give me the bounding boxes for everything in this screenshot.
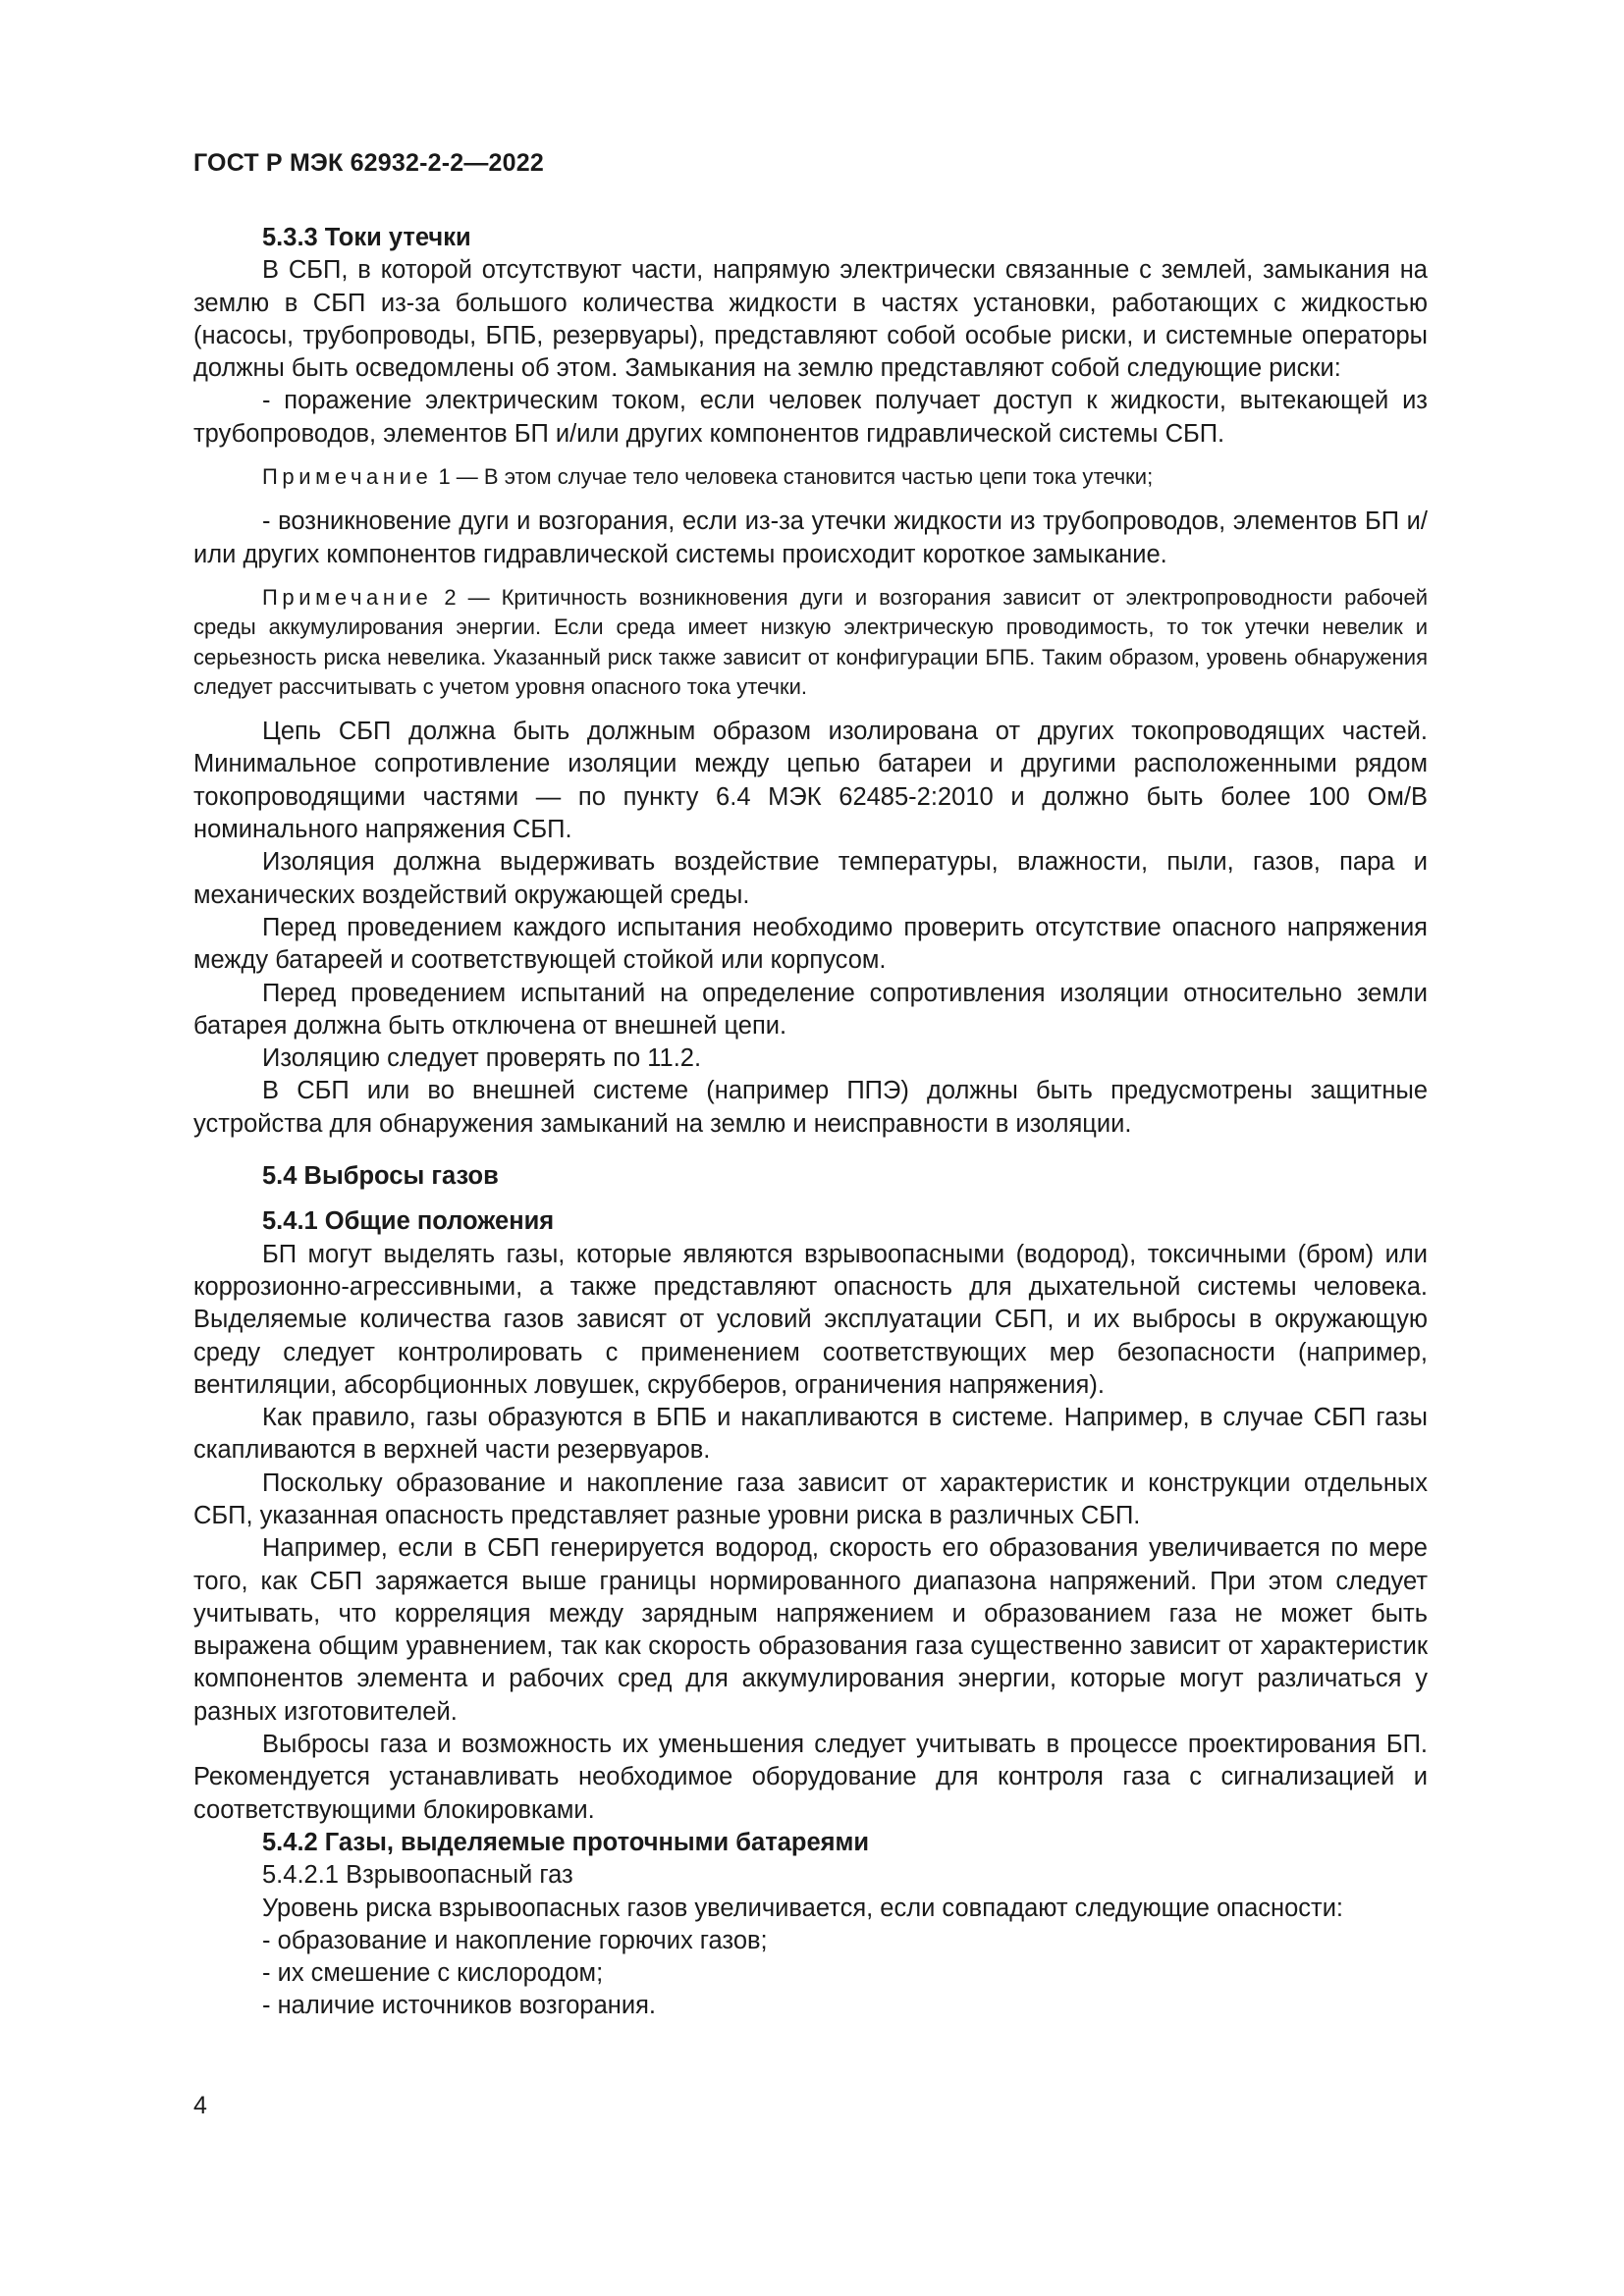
paragraph: Перед проведением испытаний на определение сопротивления изоляции относительно земли батарея должна быть отключена от внешней цепи.: [193, 979, 1428, 1040]
paragraph: Изоляция должна выдерживать воздействие температуры, влажности, пыли, газов, пара и механических воздействий окружающей среды.: [193, 848, 1428, 909]
paragraph: Поскольку образование и накопление газа зависит от характеристик и конструкции отдельных СБП, указанная опасность представляет разные уровни риска в различных СБП.: [193, 1468, 1428, 1529]
list-item: - их смешение с кислородом;: [262, 1959, 604, 1988]
paragraph: БП могут выделять газы, которые являются взрывоопасными (водород), токсичными (бром) или коррозионно-агрессивными, а также представляют опасность для дыхательной системы человека. Выделяемые количества газов зависят от условий эксплуатации СБП, и их выбросы в окружающую среду следует контролировать с применением соответствующих мер безопасности (например, вентиляции, абсорбционных ловушек, скрубберов, ограничения напряжения).: [193, 1240, 1428, 1399]
list-item: - наличие источников возгорания.: [262, 1992, 656, 2020]
page-number: 4: [193, 2092, 207, 2119]
paragraph: Как правило, газы образуются в БПБ и накапливаются в системе. Например, в случае СБП газы скапливаются в верхней части резервуаров.: [193, 1404, 1428, 1465]
list-item: - образование и накопление горючих газов;: [262, 1926, 768, 1954]
note-label: Примечание: [262, 464, 433, 490]
section-heading-5-4-2: 5.4.2 Газы, выделяемые проточными батареями: [262, 1828, 870, 1856]
paragraph: Перед проведением каждого испытания необходимо проверить отсутствие опасного напряжения между батареей и соответствующей стойкой или корпусом.: [193, 913, 1428, 975]
section-heading-5-4-1: 5.4.1 Общие положения: [262, 1207, 555, 1236]
paragraph: Например, если в СБП генерируется водород, скорость его образования увеличивается по мере того, как СБП заряжается выше границы нормированного диапазона напряжений. При этом следует учитывать, что корреляция между зарядным напряжением и образованием газа не может быть выражена общим уравнением, так как скорость образования газа существенно зависит от характеристик компонентов элемента и рабочих сред для аккумулирования энергии, которые могут различаться у разных изготовителей.: [193, 1534, 1428, 1726]
note-label: Примечание: [262, 584, 433, 610]
note-1: [193, 462, 1428, 492]
section-heading-5-3-3: 5.3.3 Токи утечки: [262, 224, 471, 251]
document-header: ГОСТ Р МЭК 62932-2-2—2022: [193, 149, 544, 177]
note-2: [193, 583, 1428, 702]
paragraph: Изоляцию следует проверять по 11.2.: [262, 1044, 702, 1073]
section-heading-5-4: 5.4 Выбросы газов: [262, 1162, 499, 1191]
document-body: [193, 222, 1428, 2023]
section-heading-5-4-2-1: 5.4.2.1 Взрывоопасный газ: [262, 1861, 573, 1890]
note-text: 2 — Критичность возникновения дуги и возгорания зависит от электропроводности рабочей среды аккумулирования энергии. Если среда имеет низкую электрическую проводимость, то ток утечки невелик и серьезность риска невелика. Указанный риск также зависит от конфигурации БПБ. Таким образом, уровень обнаружения следует рассчитывать с учетом уровня опасного тока утечки.: [193, 584, 1428, 699]
paragraph: В СБП, в которой отсутствуют части, напрямую электрически связанные с землей, замыкания на землю в СБП из-за большого количества жидкости в частях установки, работающих с жидкостью (насосы, трубопроводы, БПБ, резервуары), представляют собой особые риски, и системные операторы должны быть осведомлены об этом. Замыкания на землю представляют собой следующие риски:: [193, 256, 1428, 383]
note-text: 1 — В этом случае тело человека становится частью цепи тока утечки;: [432, 464, 1154, 490]
paragraph: Цепь СБП должна быть должным образом изолирована от других токопроводящих частей. Минимальное сопротивление изоляции между цепью батареи и другими расположенными рядом токопроводящими частями — по пункту 6.4 МЭК 62485-2:2010 и должно быть более 100 Ом/В номинального напряжения СБП.: [193, 718, 1428, 844]
risk-item: - возникновение дуги и возгорания, если из-за утечки жидкости из трубопроводов, элементов БП и/или других компонентов гидравлической системы происходит короткое замыкание.: [193, 507, 1428, 568]
paragraph: Выбросы газа и возможность их уменьшения следует учитывать в процессе проектирования БП. Рекомендуется устанавливать необходимое оборудование для контроля газа с сигнализацией и соответствующими блокировками.: [193, 1731, 1428, 1824]
paragraph: Уровень риска взрывоопасных газов увеличивается, если совпадают следующие опасности:: [262, 1894, 1344, 1922]
paragraph: В СБП или во внешней системе (например ППЭ) должны быть предусмотрены защитные устройства для обнаружения замыканий на землю и неисправности в изоляции.: [193, 1077, 1428, 1138]
risk-item: - поражение электрическим током, если человек получает доступ к жидкости, вытекающей из трубопроводов, элементов БП и/или других компонентов гидравлической системы СБП.: [193, 387, 1428, 448]
